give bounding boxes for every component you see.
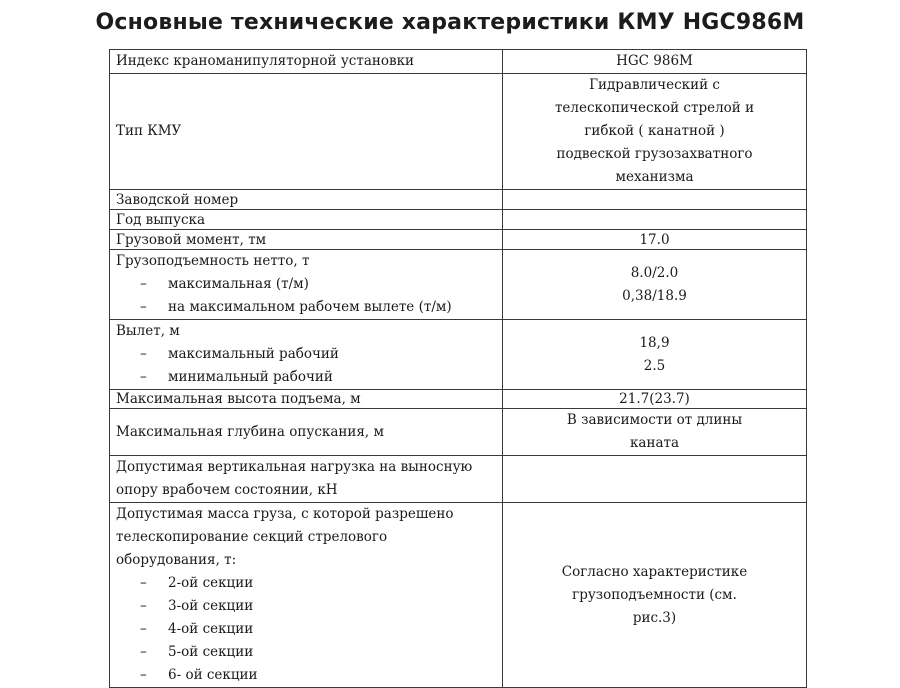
table-row <box>110 456 807 503</box>
sub-item-label: 3-ой секции <box>168 598 254 614</box>
label-line: оборудования, т: <box>116 552 237 568</box>
sub-item-label: максимальная (т/м) <box>168 276 309 292</box>
sub-item <box>116 572 496 595</box>
dash-bullet: – <box>140 369 147 385</box>
spec-value <box>503 456 807 503</box>
dash-bullet: – <box>140 598 147 614</box>
sub-item-label: минимальный рабочий <box>168 369 333 385</box>
label-line: телескопирование секций стрелового <box>116 529 388 545</box>
sub-item <box>116 296 496 319</box>
sub-item-label: максимальный рабочий <box>168 346 339 362</box>
dash-bullet: – <box>140 276 147 292</box>
table-row <box>110 190 807 210</box>
table-row <box>110 250 807 320</box>
table-row <box>110 390 807 409</box>
table-row <box>110 320 807 390</box>
specifications-table <box>109 49 807 688</box>
spec-value: 17.0 <box>503 230 807 250</box>
spec-value: HGC 986M <box>503 50 807 74</box>
table-row <box>110 210 807 230</box>
dash-bullet: – <box>140 644 147 660</box>
spec-label <box>110 456 503 503</box>
value-line: Согласно характеристике <box>561 563 748 580</box>
sub-item <box>116 273 496 296</box>
value-line: механизма <box>615 169 694 185</box>
value-line: Гидравлический с <box>589 77 720 93</box>
spec-label <box>110 503 503 688</box>
value-line: рис.3) <box>632 609 677 626</box>
table-row <box>110 409 807 456</box>
label-line: Допустимая масса груза, с которой разрешено <box>116 506 454 522</box>
value-line: телескопической стрелой и <box>554 100 755 116</box>
spec-label: Индекс краноманипуляторной установки <box>110 50 503 74</box>
sub-item <box>116 343 496 366</box>
label-line: Допустимая вертикальная нагрузка на выносную <box>116 459 473 475</box>
dash-bullet: – <box>140 575 147 591</box>
table-row <box>110 230 807 250</box>
spec-label: Максимальная высота подъема, м <box>110 390 503 409</box>
value-line: каната <box>629 435 680 451</box>
sub-item <box>116 366 496 389</box>
spec-value <box>503 409 807 456</box>
value-line: грузоподъемности (см. <box>572 586 737 603</box>
spec-value <box>503 210 807 230</box>
spec-value <box>503 190 807 210</box>
value-line: 2.5 <box>643 357 666 374</box>
sub-item-label: 4-ой секции <box>168 621 254 637</box>
spec-value <box>503 250 807 320</box>
dash-bullet: – <box>140 621 147 637</box>
spec-value <box>503 74 807 190</box>
spec-label: Тип КМУ <box>110 74 503 190</box>
spec-value <box>503 320 807 390</box>
value-line: 18,9 <box>639 334 670 351</box>
spec-label: Заводской номер <box>110 190 503 210</box>
sub-item <box>116 595 496 618</box>
table-row <box>110 50 807 74</box>
spec-label <box>110 320 503 390</box>
spec-label: Максимальная глубина опускания, м <box>110 409 503 456</box>
spec-label: Грузовой момент, тм <box>110 230 503 250</box>
value-line: подвеской грузозахватного <box>556 146 753 162</box>
spec-label <box>110 250 503 320</box>
table-row <box>110 503 807 688</box>
dash-bullet: – <box>140 346 147 362</box>
label-line: опору врабочем состоянии, кН <box>116 482 338 498</box>
sub-item <box>116 664 496 687</box>
sub-item-label: 6- ой секции <box>168 667 258 683</box>
spec-value: 21.7(23.7) <box>503 390 807 409</box>
spec-label: Год выпуска <box>110 210 503 230</box>
spec-heading: Вылет, м <box>116 323 180 339</box>
table-row <box>110 74 807 190</box>
value-line: 0,38/18.9 <box>622 287 687 304</box>
dash-bullet: – <box>140 667 147 683</box>
sub-item <box>116 618 496 641</box>
sub-item-label: 2-ой секции <box>168 575 254 591</box>
value-line: 8.0/2.0 <box>630 264 679 281</box>
sub-item-label: 5-ой секции <box>168 644 254 660</box>
spec-value <box>503 503 807 688</box>
sub-item <box>116 641 496 664</box>
dash-bullet: – <box>140 299 147 315</box>
value-line: В зависимости от длины <box>566 412 743 428</box>
sub-item-label: на максимальном рабочем вылете (т/м) <box>168 299 452 315</box>
spec-heading: Грузоподъемность нетто, т <box>116 253 310 269</box>
page-title: Основные технические характеристики КМУ HGC986M <box>95 10 805 35</box>
value-line: гибкой ( канатной ) <box>584 123 725 139</box>
